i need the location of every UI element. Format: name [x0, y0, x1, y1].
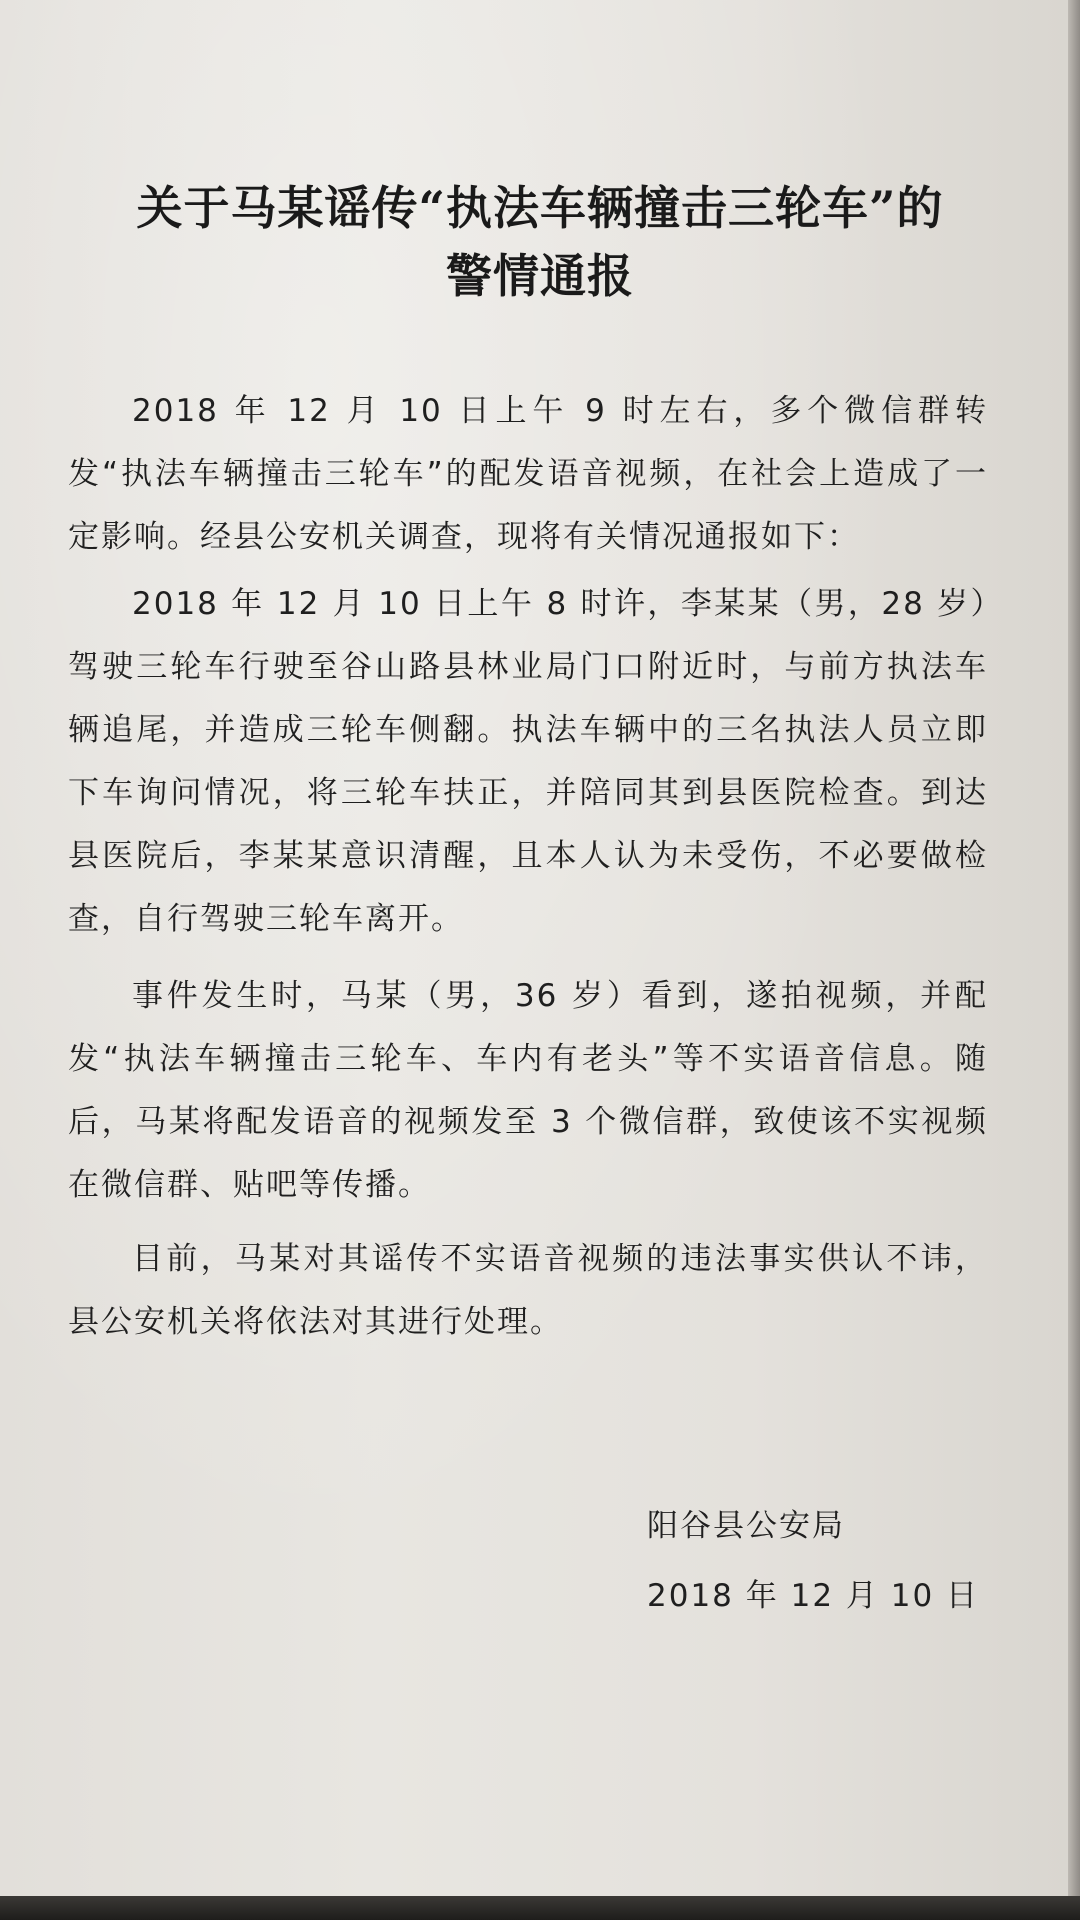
table-surface-edge: [0, 1896, 1080, 1920]
paragraph-2: 2018 年 12 月 10 日上午 8 时许，李某某（男，28 岁）驾驶三轮车行驶至谷山路县林业局门口附近时，与前方执法车辆追尾，并造成三轮车侧翻。执法车辆中的三名执法人员立即下车询问情况，将三轮车扶正，并陪同其到县医院检查。到达县医院后，李某某意识清醒，且本人认为未受伤，不必要做检查，自行驾驶三轮车离开。: [68, 586, 988, 937]
paragraph-3: 事件发生时，马某（男，36 岁）看到，遂拍视频，并配发“执法车辆撞击三轮车、车内有老头”等不实语音信息。随后，马某将配发语音的视频发至 3 个微信群，致使该不实视频在微信群、贴吧等传播。: [68, 978, 988, 1203]
document-title-line-1: 关于马某谣传“执法车辆撞击三轮车”的: [136, 181, 944, 235]
paper-right-edge: [1068, 0, 1080, 1920]
signature-organization: 阳谷县公安局: [647, 1508, 845, 1544]
signature-date: 2018 年 12 月 10 日: [647, 1578, 980, 1614]
paragraph-4: 目前，马某对其谣传不实语音视频的违法事实供认不讳，县公安机关将依法对其进行处理。: [68, 1241, 988, 1340]
document-title-line-2: 警情通报: [446, 249, 634, 303]
paragraph-1: 2018 年 12 月 10 日上午 9 时左右，多个微信群转发“执法车辆撞击三轮车”的配发语音视频，在社会上造成了一定影响。经县公安机关调查，现将有关情况通报如下：: [68, 393, 988, 555]
